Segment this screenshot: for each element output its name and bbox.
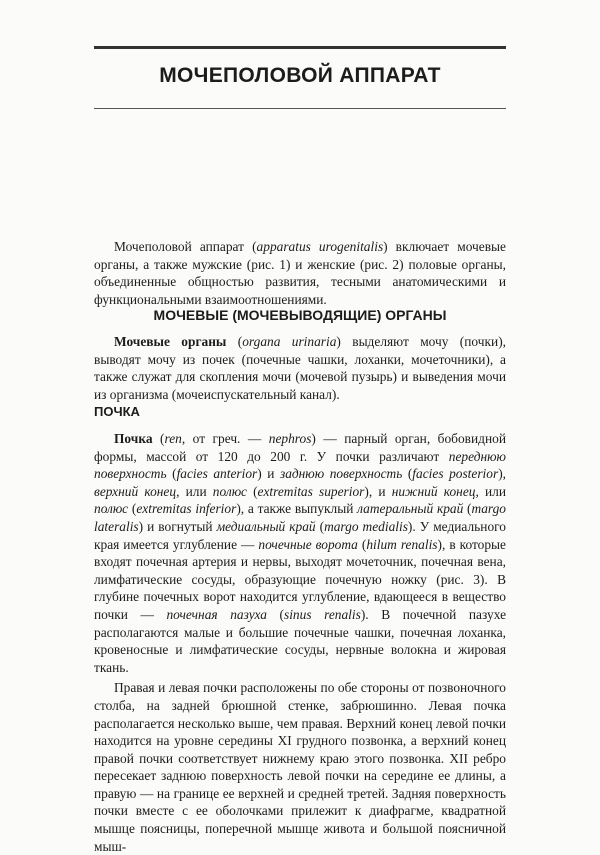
intro-paragraph: Мочеполовой аппарат (apparatus urogenitalis) включает мочевые органы, а также мужские (рис. 1) и женские (рис. 2) половые органы, объединенные общностью развития, тесными анатомическими и функциональными взаимоотношениями. [94, 239, 506, 307]
chapter-bottom-rule [94, 108, 506, 109]
kidney-paragraph-1: Почка (ren, от греч. — nephros) — парный орган, бобовидной формы, массой от 120 до 200 г. У почки различают переднюю поверхность (facies anterior) и заднюю поверхность (facies posterior), верхний конец, или полюс (extremitas superior), и нижний конец, или полюс (extremitas inferior), а также выпуклый латеральный край (margo lateralis) и вогнутый медиальный край (margo medialis). У медиального края имеется углубление — почечные ворота (hilum renalis), в которые входят почечная артерия и нервы, выходят мочеточник, почечная вена, лимфатические сосуды, образующие почечную ножку (рис. 3). В глубине почечных ворот находится углубление, вдающееся в вещество почки — почечная пазуха (sinus renalis). В почечной пазухе располагаются малые и большие почечные чашки, почечная лоханка, кровеносные и лимфатические сосуды, нервные волокна и жировая ткань. [94, 431, 507, 675]
subsection-heading: ПОЧКА [94, 404, 140, 419]
kidney-paragraph-2: Правая и левая почки расположены по обе стороны от позвоночного столба, на задней брюшной стенке, забрюшинно. Левая почка располагается несколько выше, чем правая. Верхний конец левой почки находится на уровне середины XI грудного позвонка, а верхний конец правой почки соответствует нижнему краю этого позвонка. XII ребро пересекает заднюю поверхность левой почки на середине ее длины, а правую — на границе ее верхней и средней третей. Задняя поверхность почки вместе с ее оболочками прилежит к диафрагме, квадратной мышце поясницы, поперечной мышце живота и большой поясничной мыш- [94, 680, 506, 854]
chapter-title: МОЧЕПОЛОВОЙ АППАРАТ [159, 64, 441, 87]
chapter-top-rule [94, 46, 506, 49]
section-heading: МОЧЕВЫЕ (МОЧЕВЫВОДЯЩИЕ) ОРГАНЫ [153, 307, 447, 323]
kidney-text [94, 430, 506, 855]
urinary-organs-paragraph: Мочевые органы (organa urinaria) выделяют мочу (почки), выводят мочу из почек (почечные чашки, лоханки, мочеточники), а также служат для скопления мочи (мочевой пузырь) и выведения мочи из организма (мочеиспускательный канал). [94, 334, 506, 402]
